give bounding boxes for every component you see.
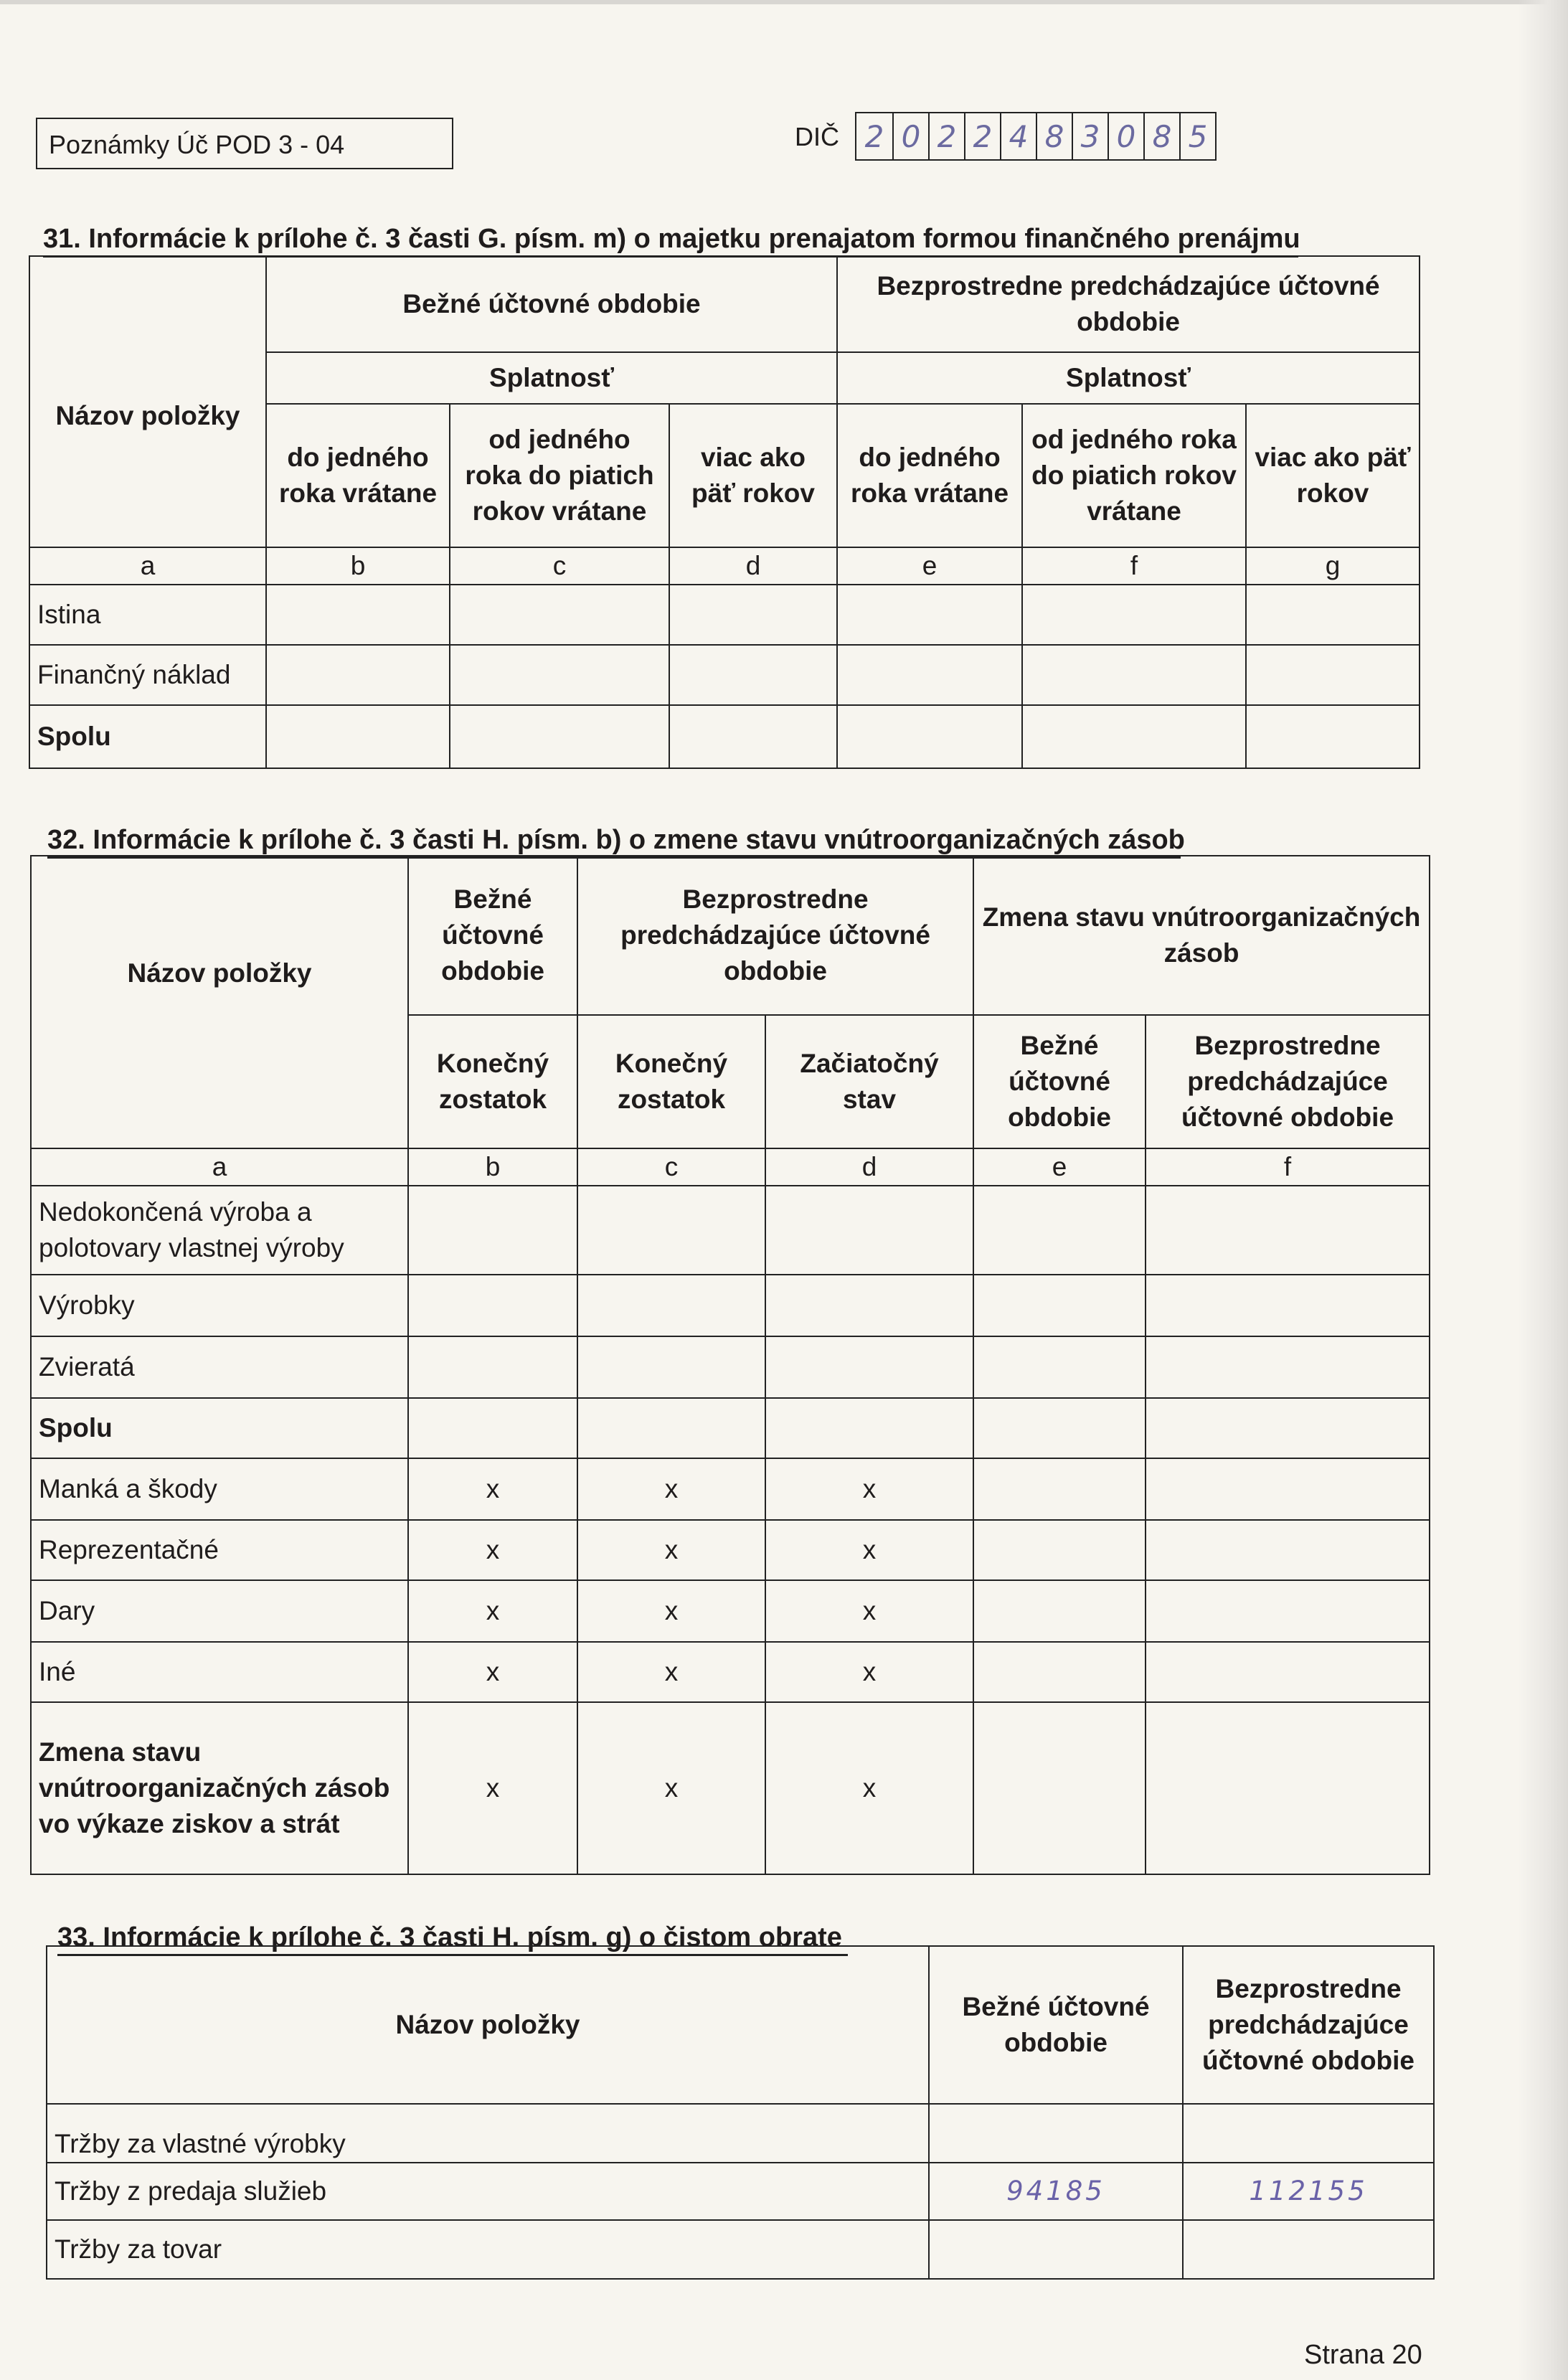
dic-digit: 0 (892, 113, 928, 159)
s32-header-final-current: Konečný zostatok (408, 1015, 577, 1148)
dic-digit: 0 (1107, 113, 1143, 159)
s32-row-label: Iné (31, 1642, 408, 1702)
dic-digit: 8 (1143, 113, 1179, 159)
s33-header-name: Názov položky (47, 1946, 929, 2104)
s32-cell[interactable] (973, 1336, 1146, 1398)
s33-header-current: Bežné účtovné obdobie (929, 1946, 1183, 2104)
s31-header-m3-current: viac ako päť rokov (669, 404, 837, 547)
dic-digit: 4 (1000, 113, 1036, 159)
s32-cell[interactable] (577, 1186, 765, 1275)
s32-cell: x (765, 1458, 973, 1520)
s31-header-m1-previous: do jedného roka vrátane (837, 404, 1022, 547)
s32-row-label: Reprezentačné (31, 1520, 408, 1580)
s32-cell[interactable] (1146, 1702, 1430, 1874)
page-number: Strana 20 (1304, 2340, 1422, 2370)
s31-header-m1-current: do jedného roka vrátane (266, 404, 450, 547)
s31-header-previous: Bezprostredne predchádzajúce účtovné obdobie (837, 256, 1420, 352)
s31-letter: b (266, 547, 450, 585)
s32-letter: b (408, 1148, 577, 1186)
s32-letter: a (31, 1148, 408, 1186)
s31-letter: d (669, 547, 837, 585)
s32-cell[interactable] (973, 1186, 1146, 1275)
s33-value-current[interactable] (929, 2220, 1183, 2279)
s32-header-name (31, 856, 408, 1148)
s32-header-previous: Bezprostredne predchádzajúce účtovné obdobie (577, 856, 973, 1015)
s31-cell[interactable] (669, 705, 837, 768)
s32-row-label: Zvieratá (31, 1336, 408, 1398)
s32-cell[interactable] (577, 1336, 765, 1398)
s31-header-name (29, 256, 266, 547)
s32-row-label: Výrobky (31, 1275, 408, 1336)
s32-row-label: Dary (31, 1580, 408, 1642)
section-32-title (47, 825, 1185, 856)
s32-cell: x (577, 1458, 765, 1520)
s32-header-change-previous: Bezprostredne predchádzajúce účtovné obdobie (1146, 1015, 1430, 1148)
s31-header-maturity-previous: Splatnosť (837, 352, 1420, 404)
form-label: Poznámky Úč POD 3 - 04 (49, 130, 345, 159)
section-31-title (43, 224, 1300, 255)
s32-cell[interactable] (408, 1398, 577, 1458)
dic-digit: 2 (928, 113, 964, 159)
s31-cell[interactable] (1022, 645, 1246, 705)
s32-cell: x (577, 1642, 765, 1702)
s31-cell[interactable] (266, 645, 450, 705)
s31-cell[interactable] (266, 705, 450, 768)
s32-cell[interactable] (1146, 1398, 1430, 1458)
s31-header-m3-previous: viac ako päť rokov (1246, 404, 1420, 547)
s32-cell[interactable] (1146, 1275, 1430, 1336)
s32-row-label: Spolu (31, 1398, 408, 1458)
s33-value-current[interactable]: 94185 (929, 2163, 1183, 2220)
s31-cell[interactable] (669, 645, 837, 705)
s33-value-previous[interactable] (1183, 2104, 1434, 2163)
s31-header-current: Bežné účtovné obdobie (266, 256, 837, 352)
section-33-title-text: 33. Informácie k prílohe č. 3 časti H. písm. g) o čistom obrate (57, 1922, 842, 1952)
s31-cell[interactable] (1246, 645, 1420, 705)
s32-cell[interactable] (973, 1702, 1146, 1874)
dic-digit: 3 (1072, 113, 1107, 159)
s32-cell: x (408, 1642, 577, 1702)
s32-cell[interactable] (1146, 1580, 1430, 1642)
s32-row-label: Nedokončená výroba a polotovary vlastnej výroby (31, 1186, 408, 1275)
s32-cell[interactable] (973, 1580, 1146, 1642)
table-31 (29, 255, 1420, 769)
s32-letter: e (973, 1148, 1146, 1186)
dic-digit-boxes (855, 112, 1217, 161)
dic-digit: 2 (864, 118, 884, 154)
s31-letter: g (1246, 547, 1420, 585)
s32-cell[interactable] (973, 1642, 1146, 1702)
dic-digit: 8 (1036, 113, 1072, 159)
s32-cell[interactable] (577, 1275, 765, 1336)
table-32 (30, 855, 1430, 1875)
s31-letter: a (29, 547, 266, 585)
s31-cell[interactable] (837, 705, 1022, 768)
s31-cell[interactable] (837, 585, 1022, 645)
s31-cell[interactable] (1246, 705, 1420, 768)
s32-header-change: Zmena stavu vnútroorganizačných zásob (973, 856, 1430, 1015)
s32-cell: x (408, 1520, 577, 1580)
s32-cell[interactable] (973, 1520, 1146, 1580)
s32-cell: x (577, 1702, 765, 1874)
s33-value-current[interactable] (929, 2104, 1183, 2163)
s31-cell[interactable] (1022, 705, 1246, 768)
s33-header-previous: Bezprostredne predchádzajúce účtovné obdobie (1183, 1946, 1434, 2104)
section-32-title-text: 32. Informácie k prílohe č. 3 časti H. písm. b) o zmene stavu vnútroorganizačných zásob (47, 825, 1185, 855)
page-top-edge (0, 0, 1568, 4)
page-right-edge (1518, 0, 1568, 2380)
s32-cell[interactable] (408, 1336, 577, 1398)
s32-cell: x (765, 1520, 973, 1580)
s31-cell[interactable] (1022, 585, 1246, 645)
s32-cell[interactable] (765, 1398, 973, 1458)
s32-cell[interactable] (408, 1275, 577, 1336)
s32-cell[interactable] (973, 1398, 1146, 1458)
s32-cell: x (765, 1702, 973, 1874)
s32-cell[interactable] (1146, 1642, 1430, 1702)
s31-letter: f (1022, 547, 1246, 585)
s32-cell[interactable] (765, 1336, 973, 1398)
s31-header-m2-current: od jedného roka do piatich rokov vrátane (450, 404, 669, 547)
s32-header-name-text: Názov položky (127, 958, 312, 988)
s31-header-m2-previous: od jedného roka do piatich rokov vrátane (1022, 404, 1246, 547)
s31-cell[interactable] (1246, 585, 1420, 645)
s32-cell[interactable] (1146, 1458, 1430, 1520)
s32-header-change-current: Bežné účtovné obdobie (973, 1015, 1146, 1148)
s32-cell: x (577, 1580, 765, 1642)
s32-cell[interactable] (408, 1186, 577, 1275)
s32-cell[interactable] (973, 1458, 1146, 1520)
s31-row-label: Spolu (29, 705, 266, 768)
s32-cell: x (408, 1702, 577, 1874)
s32-cell[interactable] (765, 1186, 973, 1275)
s31-cell[interactable] (450, 585, 669, 645)
s31-row-label: Finančný náklad (29, 645, 266, 705)
s32-cell: x (765, 1642, 973, 1702)
dic-digit: 2 (964, 113, 1000, 159)
s31-row-label: Istina (29, 585, 266, 645)
s32-row-label: Manká a škody (31, 1458, 408, 1520)
s33-row-label: Tržby z predaja služieb (47, 2163, 929, 2220)
s32-cell[interactable] (973, 1275, 1146, 1336)
s32-letter: c (577, 1148, 765, 1186)
section-31-title-text: 31. Informácie k prílohe č. 3 časti G. písm. m) o majetku prenajatom formou finančného prenájmu (43, 224, 1300, 254)
s32-header-current: Bežné účtovné obdobie (408, 856, 577, 1015)
s32-header-opening-previous: Začiatočný stav (765, 1015, 973, 1148)
s31-cell[interactable] (837, 645, 1022, 705)
s32-cell[interactable] (577, 1398, 765, 1458)
table-33 (46, 1945, 1435, 2280)
s32-cell[interactable] (1146, 1520, 1430, 1580)
s32-letter: d (765, 1148, 973, 1186)
s31-cell[interactable] (669, 585, 837, 645)
s32-cell[interactable] (765, 1275, 973, 1336)
s33-value-previous[interactable]: 112155 (1183, 2163, 1434, 2220)
s32-header-final-previous: Konečný zostatok (577, 1015, 765, 1148)
s31-letter: c (450, 547, 669, 585)
s31-letter: e (837, 547, 1022, 585)
s31-header-name-text: Názov položky (55, 401, 240, 431)
s32-cell: x (408, 1580, 577, 1642)
s33-row-label: Tržby za vlastné výrobky (47, 2104, 929, 2163)
s32-cell[interactable] (1146, 1336, 1430, 1398)
s32-cell: x (577, 1520, 765, 1580)
s31-header-maturity-current: Splatnosť (266, 352, 837, 404)
s32-row-label: Zmena stavu vnútroorganizačných zásob vo výkaze ziskov a strát (31, 1702, 408, 1874)
s33-row-label: Tržby za tovar (47, 2220, 929, 2279)
s32-cell: x (408, 1458, 577, 1520)
s31-cell[interactable] (266, 585, 450, 645)
dic-digit: 5 (1179, 113, 1215, 159)
s33-value-previous[interactable] (1183, 2220, 1434, 2279)
s32-cell[interactable] (1146, 1186, 1430, 1275)
s32-cell: x (765, 1580, 973, 1642)
s32-letter: f (1146, 1148, 1430, 1186)
form-label-box (36, 118, 453, 169)
dic-label: DIČ (795, 122, 839, 151)
s31-cell[interactable] (450, 645, 669, 705)
s31-cell[interactable] (450, 705, 669, 768)
